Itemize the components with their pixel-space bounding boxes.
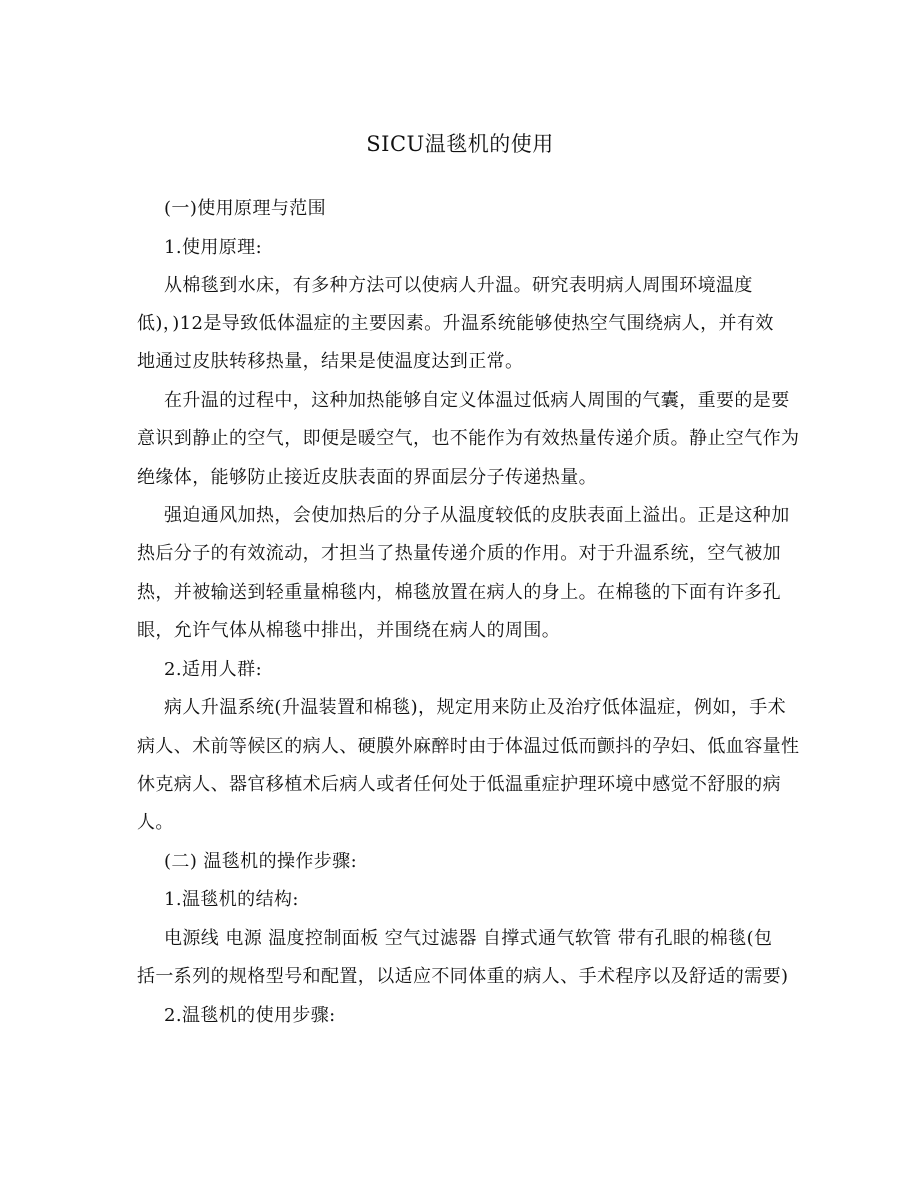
subheading-principle: 1.使用原理: xyxy=(164,237,263,258)
subheading-population: 2.适用人群: xyxy=(164,659,263,680)
paragraph-line: 在升温的过程中，这种加热能够自定义体温过低病人周围的气囊，重要的是要 xyxy=(164,390,790,411)
paragraph-line: 绝缘体，能够防止接近皮肤表面的界面层分子传递热量。 xyxy=(137,467,597,488)
paragraph-line: 括一系列的规格型号和配置，以适应不同体重的病人、手术程序以及舒适的需要) xyxy=(137,966,789,987)
paragraph-line: 病人升温系统(升温装置和棉毯)，规定用来防止及治疗低体温症，例如，手术 xyxy=(164,697,787,718)
paragraph-line: 从棉毯到水床，有多种方法可以使病人升温。研究表明病人周围环境温度 xyxy=(164,275,753,296)
subheading-structure: 1.温毯机的结构: xyxy=(164,889,299,910)
paragraph-line: 热，并被输送到轻重量棉毯内，棉毯放置在病人的身上。在棉毯的下面有许多孔 xyxy=(137,582,781,603)
paragraph-line: 低)，)12是导致低体温症的主要因素。升温系统能够使热空气围绕病人，并有效 xyxy=(137,313,774,334)
paragraph-line: 病人、术前等候区的病人、硬膜外麻醉时由于体温过低而颤抖的孕妇、低血容量性 xyxy=(137,736,800,757)
section-heading-1: (一)使用原理与范围 xyxy=(164,198,327,219)
paragraph-line: 眼，允许气体从棉毯中排出，并围绕在病人的周围。 xyxy=(137,620,561,641)
paragraph-line: 热后分子的有效流动，才担当了热量传递介质的作用。对于升温系统，空气被加 xyxy=(137,543,781,564)
paragraph-line: 意识到静止的空气，即便是暖空气，也不能作为有效热量传递介质。静止空气作为 xyxy=(137,428,800,449)
paragraph-line: 人。 xyxy=(137,812,174,833)
document-title: SICU温毯机的使用 xyxy=(366,132,554,156)
paragraph-line: 强迫通风加热，会使加热后的分子从温度较低的皮肤表面上溢出。正是这种加 xyxy=(164,505,790,526)
section-heading-2: (二) 温毯机的操作步骤: xyxy=(164,851,358,872)
subheading-usage-steps: 2.温毯机的使用步骤: xyxy=(164,1005,336,1026)
paragraph-line: 休克病人、器官移植术后病人或者任何处于低温重症护理环境中感觉不舒服的病 xyxy=(137,774,781,795)
paragraph-line: 地通过皮肤转移热量，结果是使温度达到正常。 xyxy=(137,351,524,372)
paragraph-line: 电源线 电源 温度控制面板 空气过滤器 自撑式通气软管 带有孔眼的棉毯(包 xyxy=(164,928,773,949)
